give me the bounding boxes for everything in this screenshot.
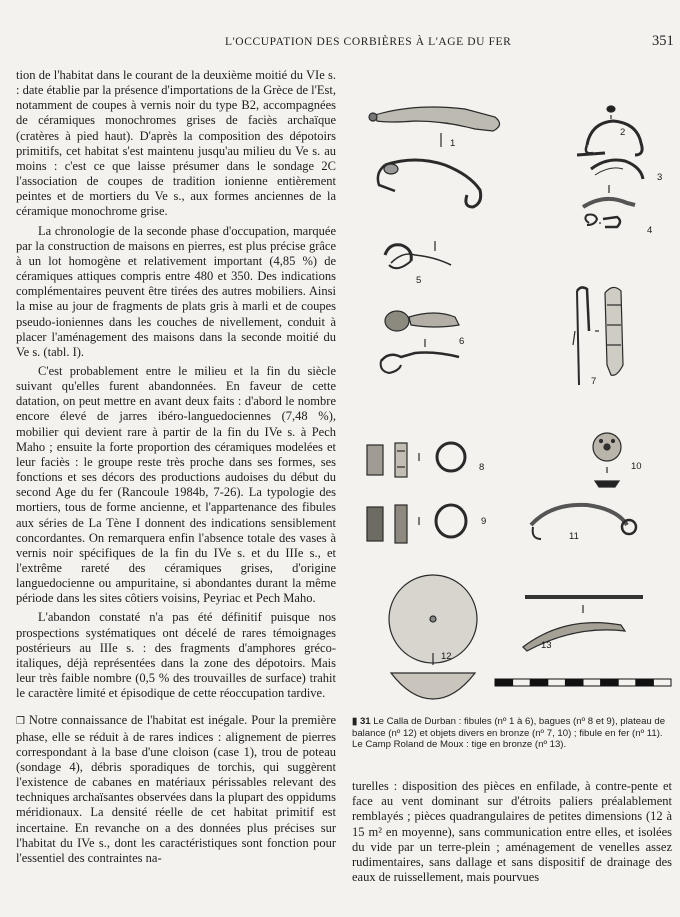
figure-label: 7 [591,376,597,387]
figure-label: 3 [657,172,663,183]
figure-label: 4 [647,225,653,236]
ring-8-drawing [367,443,465,477]
fibula-4-drawing [585,215,620,228]
caption-marker: ▮ 31 [352,716,371,727]
figure-label: 12 [441,651,452,662]
figure-label: 10 [631,461,642,472]
object-7-drawing [573,287,623,385]
fibula-3-drawing [577,153,643,207]
figure-label: 8 [479,462,485,473]
right-text-column [352,779,672,885]
object-10-drawing [593,433,621,487]
paragraph: tion de l'habitat dans le courant de la deuxième moitié du VIe s. : date établie par la présence d'importations de la Grèce de l'Est, notamment de coupes à vernis noir du type B2, accompagnées de céramiques monochromes grises de faciès archaïque (cratères à pied haut). D'après la composition des dépotoirs primitifs, cet habitat s'est maintenu jusqu'au milieu du Ve s. au moins : c'est ce que laisse présumer dans le sondage 2C l'association de coupes de tradition ionienne entièrement peintes et de mortiers du Ve s., aux formes anciennes de la céramique monochrome grise. [16,68,336,219]
running-head: L'OCCUPATION DES CORBIÈRES À L'AGE DU FER [225,36,512,48]
figure-label: 11 [569,531,579,542]
figure-label: 2 [620,127,626,138]
left-text-column [16,68,336,866]
paragraph: La chronologie de la seconde phase d'occupation, marquée par la construction de maisons en pierres, est plus précise grâce à un lot homogène et relativement important (4,85 %) de céramiques attiques compris entre 480 et 350. Des indications complémentaires peuvent être tirées des autres mobiliers. Ainsi la mise au jour de fragments de plats gris à marli et de coupes pseudo-ioniennes dans les couches de nivellement, conduit à placer l'aménagement des maisons dans la seconde moitié du Ve s. (tabl. I). [16,223,336,359]
fibula-6-drawing [381,311,459,373]
figure-number: 31 [359,716,371,727]
ring-9-drawing [367,505,466,543]
section-mark-icon: ❒ [16,716,25,728]
figure-label: 1 [450,138,456,149]
figure-label: 9 [481,516,487,527]
fibula-5-drawing [385,241,451,268]
fibula-11-drawing [531,505,636,539]
scale-bar [495,679,671,686]
figure-caption [352,716,674,751]
artifact-drawings [355,95,673,700]
plateau-12-drawing [389,575,477,699]
figure-label: 13 [541,640,552,651]
paragraph: L'abandon constaté n'a pas été définitif puisque nos prospections systématiques ont décelé de rares témoignages postérieurs au IIIe s. : des fragments d'amphores gréco-italiques, déjà représentées dans la zone des dépotoirs. Mais leur très faible nombre (0,5 % des trouvailles de surface) trahit le caractère limité et épisodique de cette réoccupation tardive. [16,610,336,701]
paragraph: C'est probablement entre le milieu et la fin du siècle suivant qu'elles furent abandonnées. En faveur de cette datation, on peut mettre en avant deux faits : d'abord le nombre encore élevé de jarres ibéro-languedociennes (7,48 %), mobilier qui devient rare à partir de la fin du IVe s. à Pech Maho ; ensuite la forte proportion des céramiques modelées et leur faciès : le groupe reste très proche dans ses formes, ses fonctions et ses décors des productions audoises du début du second Age du fer (Rancoule 1984b, 7-26). La typologie des mortiers, tous de forme ancienne, et l'appartenance des fibules aux séries de La Tène I donnent des indications sensiblement concordantes. On remarquera enfin l'absence totale des vases à vernis noir spécifiques de la fin du IVe s. et du IIIe s., et l'extrême rareté des céramiques grises, d'origine languedocienne ou ampuritaine, si abondantes durant la même période dans les sites côtiers voisins, Peyriac et Pech Maho. [16,363,336,606]
paragraph-text: Notre connaissance de l'habitat est inégale. Pour la première phase, elle se réduit à de rares indices : alignement de pierres correspondant à la base d'une cloison (case 1), trou de poteau (sondage 4), débris sporadiques de torchis, qui suggèrent l'existence de cabanes en matériaux périssables relevant des techniques archaïsantes observées dans la plupart des oppidums méridionaux. La densité réelle de cet habitat primitif est incertaine. En revanche on a des données plus précises sur l'habitat du IVe s., dont les caractéristiques sont fonction pour l'essentiel des contraintes na- [16,713,337,865]
fibula-1-drawing [369,107,500,207]
page-number: 351 [652,33,674,49]
fibula-2-drawing [586,106,642,155]
paragraph [16,713,336,866]
caption-text: Le Calla de Durban : fibules (nº 1 à 6), bagues (nº 8 et 9), plateau de balance (nº 12) et objets divers en bronze (nº 7, 10) ; fibule en fer (nº 11). Le Camp Roland de Moux : tige en bronze (nº 13). [352,716,666,751]
figure-label: 6 [459,336,465,347]
paragraph: turelles : disposition des pièces en enfilade, à contre-pente et face au vent dominant sur d'étroits paliers préalablement remblayés ; pièces quadrangulaires de petites dimensions (12 à 15 m² en moyenne), sans communication entre elles, et isolées du vide par un terre-plein ; aménagement de venelles assez rudimentaires, sans dallage et sans dispositif de drainage des eaux de ruissellement, mais pourvues [352,779,672,885]
artifact-figure [355,95,673,700]
figure-label: 5 [416,275,422,286]
